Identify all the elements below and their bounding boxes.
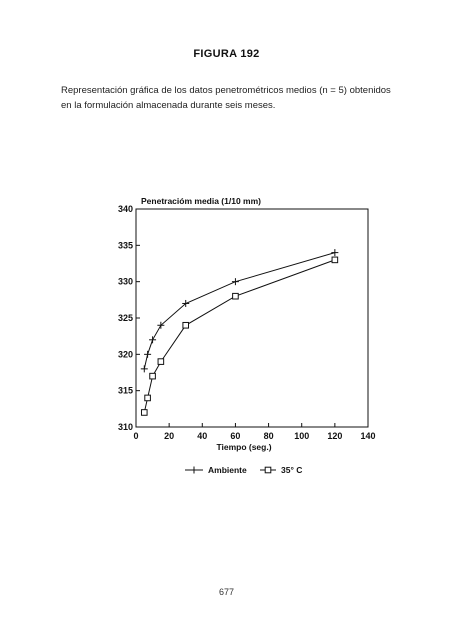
y-tick-label: 325 bbox=[117, 313, 133, 323]
y-tick-label: 320 bbox=[117, 349, 133, 360]
data-point-35c bbox=[145, 395, 151, 401]
legend-square-marker bbox=[265, 467, 271, 473]
chart-legend bbox=[185, 465, 302, 475]
legend-item-35c bbox=[260, 465, 302, 475]
data-point-35c bbox=[332, 257, 338, 263]
x-tick-label: 140 bbox=[360, 431, 376, 441]
x-tick-label: 40 bbox=[197, 431, 208, 441]
x-tick-label: 100 bbox=[294, 431, 310, 441]
data-point-35c bbox=[141, 410, 147, 416]
data-point-35c bbox=[158, 359, 164, 365]
y-tick-label: 335 bbox=[117, 240, 133, 251]
chart-axes bbox=[136, 209, 368, 427]
caption-line-1: Representación gráfica de los datos penetrométricos medios (n = 5) obtenidos bbox=[61, 85, 391, 96]
legend-square-marker-icon bbox=[260, 467, 276, 473]
legend-plus-marker bbox=[191, 467, 198, 474]
chart-title: Penetracióm media (1/10 mm) bbox=[141, 196, 261, 206]
y-tick-label: 310 bbox=[117, 422, 133, 432]
x-tick-label: 80 bbox=[263, 431, 274, 441]
data-point-ambiente bbox=[232, 278, 239, 285]
data-point-ambiente bbox=[144, 351, 151, 358]
data-point-ambiente bbox=[149, 336, 156, 343]
series-lines bbox=[144, 253, 335, 413]
plot-frame bbox=[136, 209, 368, 427]
y-axis-ticks bbox=[118, 204, 140, 432]
page-number: 677 bbox=[218, 587, 235, 597]
x-axis-ticks bbox=[133, 423, 375, 441]
data-point-35c bbox=[183, 322, 189, 328]
x-tick-label: 20 bbox=[164, 431, 175, 441]
legend-label-35c: 35° C bbox=[281, 465, 303, 475]
x-axis-label: Tiempo (seg.) bbox=[216, 442, 272, 452]
x-tick-label: 0 bbox=[133, 431, 139, 441]
data-point-ambiente bbox=[141, 365, 148, 372]
legend-label-ambiente: Ambiente bbox=[208, 465, 247, 475]
figure-title: FIGURA 192 bbox=[193, 48, 260, 60]
legend-item-ambiente bbox=[185, 465, 247, 475]
series-line-35c bbox=[144, 260, 335, 413]
series-points bbox=[141, 249, 339, 415]
data-point-35c bbox=[150, 373, 156, 379]
y-tick-label: 315 bbox=[117, 385, 133, 396]
data-point-35c bbox=[233, 293, 239, 299]
caption-line-2: en la formulación almacenada durante seis meses. bbox=[61, 100, 276, 111]
x-tick-label: 60 bbox=[230, 431, 241, 441]
data-point-ambiente bbox=[331, 249, 338, 256]
y-tick-label: 330 bbox=[117, 276, 133, 287]
legend-plus-marker-icon bbox=[185, 467, 203, 474]
x-tick-label: 120 bbox=[327, 431, 343, 441]
y-tick-label: 340 bbox=[117, 204, 133, 214]
